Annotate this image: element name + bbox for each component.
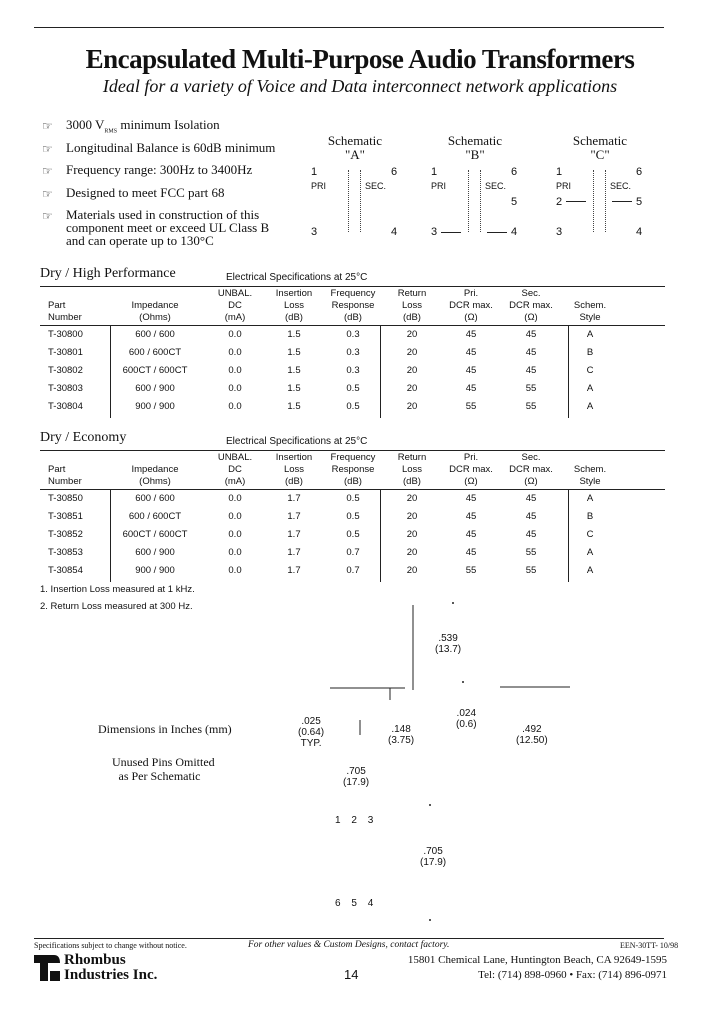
footer-rule xyxy=(34,938,664,939)
table-cell: 20 xyxy=(406,401,418,412)
table-cell: 55 xyxy=(465,401,477,412)
table-cell: 1.7 xyxy=(287,547,301,558)
pin-label: 5 xyxy=(511,196,518,208)
winding-primary xyxy=(468,170,470,232)
dim-mark xyxy=(429,804,431,806)
page-number: 14 xyxy=(344,967,359,982)
pin-label: 3 xyxy=(556,226,563,238)
pin-label: 1 xyxy=(311,166,318,178)
lead-line xyxy=(487,232,507,233)
table-cell: 1.5 xyxy=(287,401,301,412)
lead-line xyxy=(566,201,586,202)
table-cell: 1.5 xyxy=(287,383,301,394)
unused-pins-line2: as Per Schematic xyxy=(118,769,201,783)
dim-705-length: .705 (17.9) xyxy=(420,846,447,868)
table-cell: C xyxy=(586,529,594,540)
column-header: Insertion Loss (dB) xyxy=(275,452,313,487)
page-title: Encapsulated Multi-Purpose Audio Transformers xyxy=(85,44,635,74)
table-cell: 0.0 xyxy=(228,547,242,558)
dim-705-width: .705 (17.9) xyxy=(343,766,370,788)
table-cell: 45 xyxy=(465,365,477,376)
table-cell: 20 xyxy=(406,347,418,358)
feature-text: Longitudinal Balance is 60dB minimum xyxy=(66,140,276,155)
pointing-hand-icon: ☞ xyxy=(42,187,53,201)
note-1: 1. Insertion Loss measured at 1 kHz. xyxy=(40,584,195,595)
table-cell: 45 xyxy=(525,511,537,522)
table-cell: 0.0 xyxy=(228,493,242,504)
schematic-title: Schematic xyxy=(327,133,383,148)
pins-top: 1 2 3 xyxy=(335,815,374,826)
table-cell: 45 xyxy=(465,329,477,340)
table-cell: 20 xyxy=(406,365,418,376)
spec-note: Electrical Specifications at 25°C xyxy=(226,272,368,283)
table-cell: T-30854 xyxy=(48,565,83,576)
table-cell: 20 xyxy=(406,329,418,340)
table-cell: 0.5 xyxy=(346,383,360,394)
column-header: Part Number xyxy=(48,464,82,487)
table-cell: 1.7 xyxy=(287,511,301,522)
pin-label: 2 xyxy=(556,196,563,208)
table-cell: 0.0 xyxy=(228,365,242,376)
pin-label: 4 xyxy=(391,226,398,238)
table-cell: 45 xyxy=(525,329,537,340)
column-header: Impedance (Ohms) xyxy=(131,300,179,323)
feature-subscript: RMS xyxy=(104,128,118,135)
column-header: UNBAL. DC (mA) xyxy=(217,452,253,487)
column-header: Insertion Loss (dB) xyxy=(275,288,313,323)
section-title: Dry / Economy xyxy=(40,430,127,445)
table-cell: 45 xyxy=(525,493,537,504)
winding-secondary xyxy=(605,170,607,232)
table-cell: 45 xyxy=(465,493,477,504)
table-cell: 600 / 600 xyxy=(135,329,175,340)
dim-492: .492 (12.50) xyxy=(516,724,548,746)
column-header: Sec. DCR max. (Ω) xyxy=(509,452,553,487)
table-cell: T-30853 xyxy=(48,547,83,558)
schematic-title: Schematic xyxy=(447,133,503,148)
pri-label: PRI xyxy=(556,181,572,191)
column-header: Schem. Style xyxy=(573,464,607,487)
rhombus-logo-icon xyxy=(34,955,60,981)
sec-label: SEC. xyxy=(365,181,387,191)
table-cell: 45 xyxy=(465,529,477,540)
table-cell: 0.5 xyxy=(346,493,360,504)
table-cell: 0.0 xyxy=(228,565,242,576)
table-cell: T-30800 xyxy=(48,329,83,340)
table-cell: 20 xyxy=(406,565,418,576)
dim-539: .539 (13.7) xyxy=(435,633,462,655)
pin-label: 3 xyxy=(431,226,438,238)
pointing-hand-icon: ☞ xyxy=(42,209,53,223)
table-cell: 600CT / 600CT xyxy=(122,529,188,540)
feature-text: Designed to meet FCC part 68 xyxy=(66,185,225,200)
table-cell: 0.0 xyxy=(228,383,242,394)
pri-label: PRI xyxy=(431,181,447,191)
table-cell: 600 / 600CT xyxy=(128,511,182,522)
feature-item xyxy=(66,118,276,139)
table-cell: C xyxy=(586,365,594,376)
table-cell: 0.5 xyxy=(346,401,360,412)
table-cell: 600 / 900 xyxy=(135,383,175,394)
table-cell: 900 / 900 xyxy=(135,565,175,576)
table-cell: 1.7 xyxy=(287,529,301,540)
table-cell: A xyxy=(586,329,594,340)
table-cell: 55 xyxy=(525,565,537,576)
column-header: Frequency Response (dB) xyxy=(330,288,376,323)
dimension-drawing xyxy=(0,590,720,940)
column-divider xyxy=(568,490,569,582)
table-cell: 1.5 xyxy=(287,365,301,376)
header-rule xyxy=(40,450,665,451)
table-cell: 20 xyxy=(406,529,418,540)
dim-mark xyxy=(452,602,454,604)
custom-designs-note: For other values & Custom Designs, contact factory. xyxy=(248,940,450,950)
column-header: Impedance (Ohms) xyxy=(131,464,179,487)
dim-148: .148 (3.75) xyxy=(388,724,415,746)
pin-label: 6 xyxy=(391,166,398,178)
schematic-name: "A" xyxy=(344,147,365,162)
note-2: 2. Return Loss measured at 300 Hz. xyxy=(40,601,193,612)
dim-025: .025 (0.64) TYP. xyxy=(298,716,325,749)
table-cell: 55 xyxy=(465,565,477,576)
pin-label: 1 xyxy=(431,166,438,178)
header-bottom-rule xyxy=(40,325,665,326)
pri-label: PRI xyxy=(311,181,327,191)
table-cell: A xyxy=(586,493,594,504)
schematic-name: "B" xyxy=(465,147,485,162)
column-header: Schem. Style xyxy=(573,300,607,323)
column-header: Frequency Response (dB) xyxy=(330,452,376,487)
table-cell: T-30851 xyxy=(48,511,83,522)
pin-label: 6 xyxy=(636,166,643,178)
feature-item xyxy=(66,186,276,199)
winding-primary xyxy=(348,170,350,232)
table-cell: 600 / 900 xyxy=(135,547,175,558)
feature-text: minimum Isolation xyxy=(117,117,220,132)
table-cell: B xyxy=(586,511,594,522)
table-cell: 0.3 xyxy=(346,329,360,340)
company-name: Rhombus Industries Inc. xyxy=(64,952,158,983)
table-cell: 45 xyxy=(465,383,477,394)
table-cell: A xyxy=(586,547,594,558)
table-cell: A xyxy=(586,565,594,576)
dim-024: .024 (0.6) xyxy=(456,708,477,730)
pointing-hand-icon: ☞ xyxy=(42,164,53,178)
pin-label: 3 xyxy=(311,226,318,238)
table-cell: 0.5 xyxy=(346,529,360,540)
table-cell: 600 / 600 xyxy=(135,493,175,504)
column-header: Pri. DCR max. (Ω) xyxy=(449,452,493,487)
table-cell: 0.0 xyxy=(228,401,242,412)
pins-bottom: 6 5 4 xyxy=(335,898,374,909)
section-title: Dry / High Performance xyxy=(40,266,176,281)
feature-text: Frequency range: 300Hz to 3400Hz xyxy=(66,162,253,177)
page-subtitle: Ideal for a variety of Voice and Data interconnect network applications xyxy=(102,76,618,96)
column-header: UNBAL. DC (mA) xyxy=(217,288,253,323)
table-cell: 20 xyxy=(406,493,418,504)
table-cell: T-30802 xyxy=(48,365,83,376)
table-cell: 1.5 xyxy=(287,329,301,340)
table-cell: A xyxy=(586,401,594,412)
table-cell: 900 / 900 xyxy=(135,401,175,412)
feature-item xyxy=(66,208,276,247)
table-cell: 45 xyxy=(465,347,477,358)
table-cell: T-30852 xyxy=(48,529,83,540)
table-cell: T-30804 xyxy=(48,401,83,412)
winding-primary xyxy=(593,170,595,232)
table-cell: 20 xyxy=(406,383,418,394)
column-header: Return Loss (dB) xyxy=(397,452,427,487)
table-cell: 0.0 xyxy=(228,529,242,540)
table-cell: 0.0 xyxy=(228,347,242,358)
top-rule xyxy=(34,27,664,28)
column-header: Pri. DCR max. (Ω) xyxy=(449,288,493,323)
table-cell: 20 xyxy=(406,547,418,558)
header-rule xyxy=(40,286,665,287)
table-cell: 1.5 xyxy=(287,347,301,358)
dimensions-caption: Dimensions in Inches (mm) xyxy=(98,722,232,736)
sec-label: SEC. xyxy=(610,181,632,191)
table-cell: 0.3 xyxy=(346,347,360,358)
lead-line xyxy=(441,232,461,233)
table-cell: 55 xyxy=(525,383,537,394)
table-cell: A xyxy=(586,383,594,394)
table-cell: 0.0 xyxy=(228,329,242,340)
winding-secondary xyxy=(360,170,362,232)
column-divider xyxy=(568,326,569,418)
sec-label: SEC. xyxy=(485,181,507,191)
table-cell: 0.5 xyxy=(346,511,360,522)
pointing-hand-icon: ☞ xyxy=(42,119,53,133)
schematic-title: Schematic xyxy=(572,133,628,148)
table-cell: 600 / 600CT xyxy=(128,347,182,358)
table-cell: 20 xyxy=(406,511,418,522)
table-cell: 45 xyxy=(465,511,477,522)
table-cell: 55 xyxy=(525,547,537,558)
document-code: EEN-30TT- 10/98 xyxy=(620,941,679,950)
table-cell: 55 xyxy=(525,401,537,412)
table-cell: 45 xyxy=(525,529,537,540)
feature-item xyxy=(66,141,276,154)
table-cell: 1.7 xyxy=(287,493,301,504)
pin-label: 1 xyxy=(556,166,563,178)
feature-text: 3000 V xyxy=(66,117,105,132)
unused-pins-line1: Unused Pins Omitted xyxy=(112,755,215,769)
table-cell: B xyxy=(586,347,594,358)
table-cell: 1.7 xyxy=(287,565,301,576)
column-header: Sec. DCR max. (Ω) xyxy=(509,288,553,323)
table-cell: 600CT / 600CT xyxy=(122,365,188,376)
table-cell: T-30803 xyxy=(48,383,83,394)
table-cell: 45 xyxy=(465,547,477,558)
dim-mark xyxy=(462,681,464,683)
column-divider xyxy=(110,326,111,418)
pointing-hand-icon: ☞ xyxy=(42,142,53,156)
table-cell: 0.0 xyxy=(228,511,242,522)
pin-label: 5 xyxy=(636,196,643,208)
column-header: Part Number xyxy=(48,300,82,323)
table-cell: 0.7 xyxy=(346,565,360,576)
pin-label: 6 xyxy=(511,166,518,178)
column-divider xyxy=(110,490,111,582)
dim-mark xyxy=(429,919,431,921)
winding-secondary xyxy=(480,170,482,232)
column-header: Return Loss (dB) xyxy=(397,288,427,323)
table-cell: 0.3 xyxy=(346,365,360,376)
lead-line xyxy=(612,201,632,202)
table-cell: 45 xyxy=(525,365,537,376)
feature-item xyxy=(66,163,276,176)
unused-pins-note xyxy=(112,755,215,783)
spec-note: Electrical Specifications at 25°C xyxy=(226,436,368,447)
schematic-name: "C" xyxy=(590,147,610,162)
pin-label: 4 xyxy=(636,226,643,238)
table-cell: T-30801 xyxy=(48,347,83,358)
table-cell: T-30850 xyxy=(48,493,83,504)
table-cell: 45 xyxy=(525,347,537,358)
pin-label: 4 xyxy=(511,226,518,238)
column-divider xyxy=(380,326,381,418)
feature-text: Materials used in construction of this component meet or exceed UL Class B and can operate up to 130°C xyxy=(66,207,270,248)
column-divider xyxy=(380,490,381,582)
header-bottom-rule xyxy=(40,489,665,490)
table-cell: 0.7 xyxy=(346,547,360,558)
disclaimer: Specifications subject to change without notice. xyxy=(34,941,187,950)
company-address: 15801 Chemical Lane, Huntington Beach, CA 92649-1595 Tel: (714) 898-0960 • Fax: (714) 896-0971 xyxy=(407,954,667,981)
